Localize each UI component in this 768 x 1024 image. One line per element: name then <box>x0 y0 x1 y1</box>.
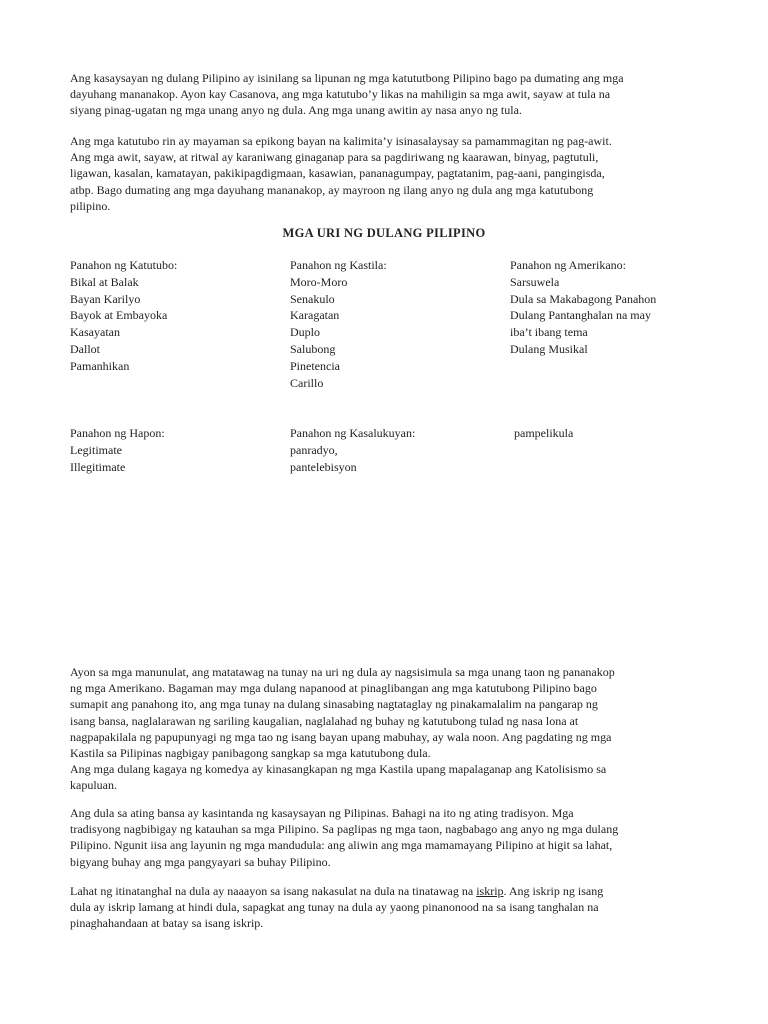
text-line: Ang mga dulang kagaya ng komedya ay kinasangkapan ng mga Kastila upang mapalaganap ang Katolisismo sa <box>70 762 607 777</box>
list-item: panradyo, <box>290 442 338 457</box>
period-kastila <box>290 257 387 391</box>
list-item: Duplo <box>290 325 320 340</box>
period-heading: Panahon ng Kastila: <box>290 258 387 272</box>
period-hapon <box>70 425 165 475</box>
period-katutubo <box>70 257 177 375</box>
list-item: Salubong <box>290 341 336 356</box>
list-item: Bayok at Embayoka <box>70 308 168 323</box>
list-item: Pamanhikan <box>70 358 130 373</box>
text-line: isang bansa, naglalarawan ng sariling kaugalian, naglalahad ng buhay ng katutubong tulad ng nasa lona at <box>70 713 579 728</box>
period-heading: Panahon ng Kasalukuyan: <box>290 426 416 440</box>
text-line: Ang kasaysayan ng dulang Pilipino ay isinilang sa lipunan ng mga katututbong Pilipino bago pa dumating ang mga <box>70 71 624 85</box>
text-segment: . Ang iskrip ng isang <box>503 884 604 898</box>
list-item: Carillo <box>290 375 324 390</box>
body-paragraph-5 <box>70 883 710 932</box>
list-item: Karagatan <box>290 308 340 323</box>
period-amerikano <box>510 257 656 358</box>
period-kasalukuyan <box>290 425 415 475</box>
list-item: Illegitimate <box>70 459 126 474</box>
text-segment: Lahat ng itinatanghal na dula ay naaayon sa isang nakasulat na dula na tinatawag na <box>70 884 477 898</box>
list-item: Senakulo <box>290 291 335 306</box>
list-item: Pinetencia <box>290 358 340 373</box>
list-item: Kasayatan <box>70 325 120 340</box>
text-line: dayuhang mananakop. Ayon kay Casanova, ang mga katutubo’y likas na mahiligin sa mga awit, sayaw at tula na <box>70 87 611 102</box>
list-item: Sarsuwela <box>510 274 560 289</box>
list-item: pantelebisyon <box>290 459 357 474</box>
text-line: nagpapakilala ng papupunyagi ng mga tao ng isang bayan upang mabuhay, ay wala noon. Ang pagdating ng mga <box>70 729 612 744</box>
list-item: Moro-Moro <box>290 274 348 289</box>
text-line: tradisyong nagbibigay ng katauhan sa mga Pilipino. Sa paglipas ng mga taon, nagbabago ang anyo ng mga dulang <box>70 822 619 837</box>
text-line: Ang mga katutubo rin ay mayaman sa epikong bayan na kalimita’y isinasalaysay sa pamammagitan ng pag-awit. <box>70 134 612 148</box>
list-item: Legitimate <box>70 442 122 457</box>
list-item: Dallot <box>70 341 100 356</box>
text-line: Ayon sa mga manunulat, ang matatawag na tunay na uri ng dula ay nagsisimula sa mga unang taon ng pananakop <box>70 665 615 679</box>
body-paragraph-3 <box>70 664 710 794</box>
list-item: Bikal at Balak <box>70 274 139 289</box>
text-line <box>70 883 710 899</box>
text-line: bigyang buhay ang mga pangyayari sa buhay Pilipino. <box>70 854 331 869</box>
list-item: pampelikula <box>514 426 574 440</box>
intro-paragraph-2 <box>70 133 710 214</box>
text-line: Pilipino. Ngunit iisa ang layunin ng mga mandudula: ang aliwin ang mga mamamayang Pilipino at higit sa lahat, <box>70 838 613 853</box>
text-line: ng mga Amerikano. Bagaman may mga dulang napanood at pinaglibangan ang mga katutubong Pilipino bago <box>70 681 597 696</box>
list-item: Bayan Karilyo <box>70 291 141 306</box>
list-item: iba’t ibang tema <box>510 325 588 340</box>
list-item: Dulang Pantanghalan na may <box>510 308 651 323</box>
text-line: ligawan, kasalan, kamatayan, pakikipagdigmaan, kasawian, pananagumpay, pagtatanim, pag-aani, pangingisda, <box>70 166 605 181</box>
text-line: dula ay iskrip lamang at hindi dula, sapagkat ang tunay na dula ay yaong pinanonood na sa isang tanghalan na <box>70 900 599 915</box>
text-line: sumapit ang panahong ito, ang mga tunay na dulang sinasabing nagtataglay ng pinakamalalim na pangarap ng <box>70 697 598 712</box>
text-line: Kastila sa Pilipinas nagbigay panibagong sangkap sa mga katutubong dula. <box>70 746 431 761</box>
period-heading: Panahon ng Katutubo: <box>70 258 178 272</box>
text-line: atbp. Bago dumating ang mga dayuhang mananakop, ay mayroon ng ilang anyo ng dula ang mga katutubong <box>70 182 594 197</box>
period-heading: Panahon ng Hapon: <box>70 426 165 440</box>
period-heading: Panahon ng Amerikano: <box>510 258 626 272</box>
text-line: Ang mga awit, sayaw, at ritwal ay karaniwang ginaganap para sa pagdiriwang ng kaarawan, binyag, pagtutuli, <box>70 150 599 165</box>
period-extra <box>514 425 573 442</box>
body-paragraph-4 <box>70 805 710 870</box>
text-line: pinaghahandaan at batay sa isang iskrip. <box>70 916 264 931</box>
list-item: Dulang Musikal <box>510 341 588 356</box>
text-line: siyang pinag-ugatan ng mga unang anyo ng dula. Ang mga unang awitin ay nasa anyo ng tula. <box>70 103 522 118</box>
text-line: Ang dula sa ating bansa ay kasintanda ng kasaysayan ng Pilipinas. Bahagi na ito ng ating tradisyon. Mga <box>70 806 574 820</box>
list-item: Dula sa Makabagong Panahon <box>510 291 657 306</box>
iskrip-link[interactable]: iskrip <box>476 884 504 898</box>
text-line: kapuluan. <box>70 778 117 793</box>
text-line: pilipino. <box>70 198 111 213</box>
section-title: MGA URI NG DULANG PILIPINO <box>282 226 486 240</box>
intro-paragraph-1 <box>70 70 710 119</box>
